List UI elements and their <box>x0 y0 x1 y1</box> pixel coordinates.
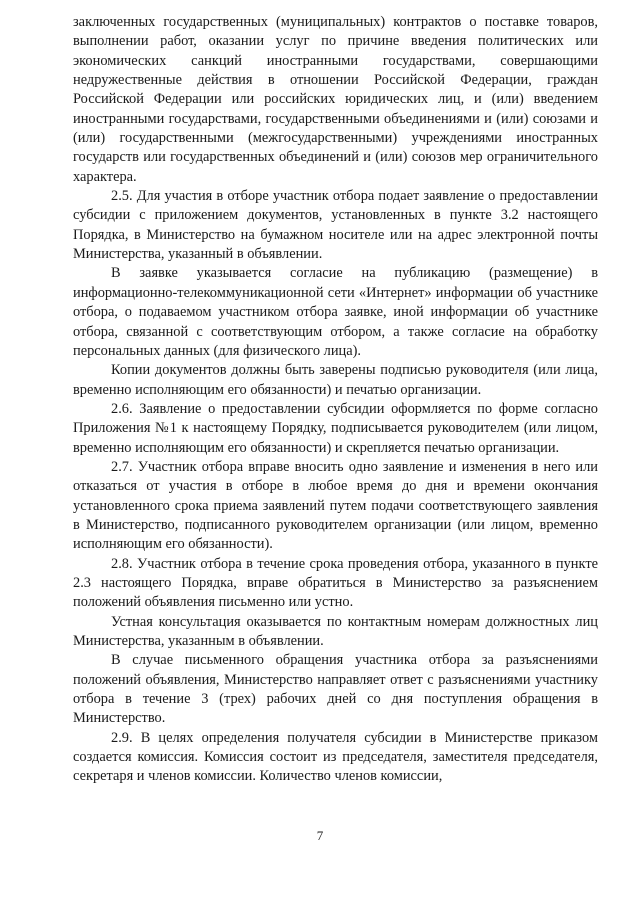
paragraph-2-8: 2.8. Участник отбора в течение срока проведения отбора, указанного в пункте 2.3 настоящего Порядка, вправе обратиться в Министерство за разъяснением положений объявления письменно или устно. <box>73 555 598 611</box>
paragraph-continuation: заключенных государственных (муниципальных) контрактов о поставке товаров, выполнении работ, оказании услуг по причине введения политических или экономических санкций иностранными государствами, совершающими недружественные действия в отношении Российской Федерации, граждан Российской Федерации или российских юридических лиц, и (или) введением иностранными государствами, государственными объединениями и (или) союзами и (или) государственными (межгосударственными) учреждениями иностранных государств или государственных объединений и (или) союзов мер ограничительного характера. <box>73 14 598 185</box>
page-number: 7 <box>316 828 324 843</box>
paragraph-2-7: 2.7. Участник отбора вправе вносить одно заявление и изменения в него или отказаться от участия в отборе в любое время до дня и времени окончания установленного срока приема заявлений путем подачи соответствующего заявления в Министерство, подписанного руководителем организации (или лицом, временно исполняющим его обязанности). <box>73 458 598 553</box>
paragraph-copies: Копии документов должны быть заверены подписью руководителя (или лица, временно исполняющим его обязанности) и печатью организации. <box>73 362 598 398</box>
paragraph-2-5: 2.5. Для участия в отборе участник отбора подает заявление о предоставлении субсидии с приложением документов, установленных в пункте 3.2 настоящего Порядка, в Министерство на бумажном носителе или на адрес электронной почты Министерства, указанный в объявлении. <box>73 188 598 263</box>
document-body <box>73 13 598 787</box>
paragraph-oral-consultation: Устная консультация оказывается по контактным номерам должностных лиц Министерства, указанным в объявлении. <box>73 613 598 649</box>
paragraph-2-9: 2.9. В целях определения получателя субсидии в Министерстве приказом создается комиссия. Комиссия состоит из председателя, заместителя председателя, секретаря и членов комиссии. Количество членов комиссии, <box>73 729 598 785</box>
paragraph-consent: В заявке указывается согласие на публикацию (размещение) в информационно-телекоммуникационной сети «Интернет» информации об участнике отбора, о подаваемом участником отбора заявке, иной информации об участнике отбора, связанной с соответствующим отбором, а также согласие на обработку персональных данных (для физического лица). <box>73 265 598 359</box>
paragraph-written-request: В случае письменного обращения участника отбора за разъяснениями положений объявления, Министерство направляет ответ с разъяснениями участнику отбора в течение 3 (трех) рабочих дней со дня поступления обращения в Министерство. <box>73 652 598 727</box>
paragraph-2-6: 2.6. Заявление о предоставлении субсидии оформляется по форме согласно Приложения №1 к настоящему Порядку, подписывается руководителем (или лицом, временно исполняющим его обязанности) и скрепляется печатью организации. <box>73 400 598 456</box>
